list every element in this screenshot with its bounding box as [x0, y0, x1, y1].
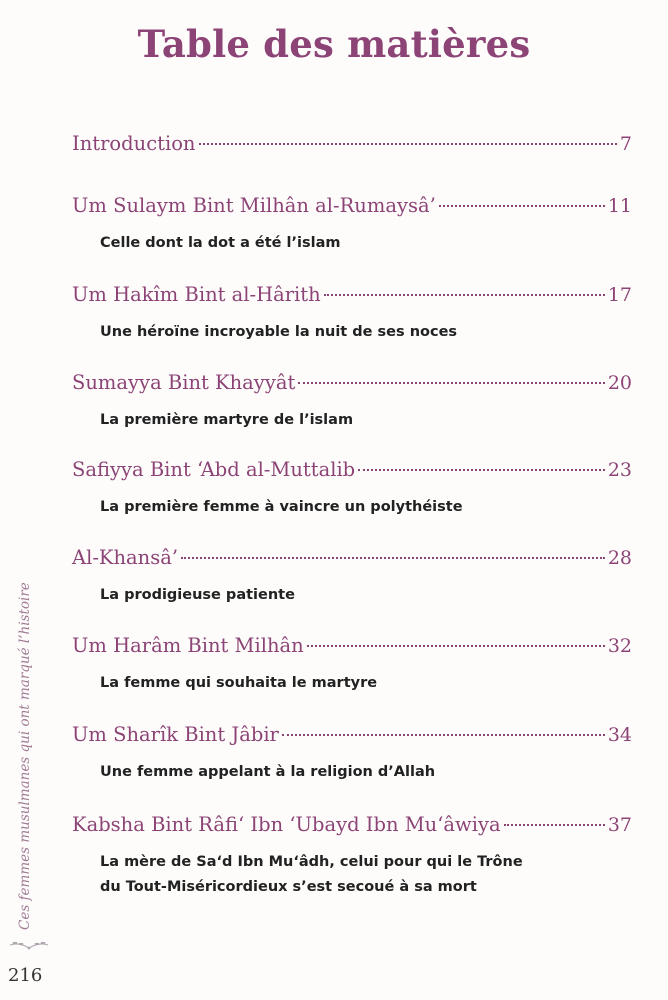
toc-page-number: 7 [619, 133, 632, 155]
toc-entry-subtitle: La première martyre de l’islam [100, 412, 354, 428]
running-head: Ces femmes musulmanes qui ont marqué l’histoire [17, 582, 33, 930]
toc-entry-subtitle: La première femme à vaincre un polythéiste [100, 499, 463, 515]
dot-leader [199, 143, 617, 145]
toc-entry-title[interactable]: Sumayya Bint Khayyât [72, 371, 296, 394]
page-title: Table des matières [137, 22, 531, 66]
toc-entry-row[interactable] [72, 458, 632, 481]
toc-entry-title[interactable]: Um Sulaym Bint Milhân al-Rumaysâ’ [72, 194, 436, 217]
toc-entry-title[interactable]: Al-Khansâ’ [72, 546, 179, 569]
toc-entry-subtitle-line: La mère de Sa‘d Ibn Mu‘âdh, celui pour qui le Trône [100, 854, 523, 870]
dot-leader [504, 824, 605, 826]
toc-entry-um-sulaym[interactable] [72, 194, 632, 256]
toc-entry-subtitle [100, 850, 632, 900]
toc-entry-al-khansa[interactable] [72, 546, 632, 608]
toc-entry-subtitle: Celle dont la dot a été l’islam [100, 235, 341, 251]
toc-entry-kabsha[interactable] [72, 813, 632, 900]
toc-entry-title[interactable]: Um Hakîm Bint al-Hârith [72, 283, 321, 306]
dot-leader [307, 645, 605, 647]
toc-entry-row[interactable] [72, 546, 632, 569]
toc-entry-subtitle: Une femme appelant à la religion d’Allah [100, 764, 436, 780]
dot-leader [298, 382, 605, 384]
toc-page-number: 23 [607, 459, 632, 481]
toc-page-number: 34 [607, 724, 632, 746]
toc-entry-subtitle-line: du Tout-Miséricordieux s’est secoué à sa mort [100, 879, 477, 895]
leaf-ornament-icon [8, 938, 50, 952]
toc-entry-subtitle: La femme qui souhaita le martyre [100, 675, 378, 691]
toc-entry-row[interactable] [72, 813, 632, 836]
toc-entry-um-haram[interactable] [72, 634, 632, 696]
toc-entry-row[interactable] [72, 283, 632, 306]
toc-entry-introduction[interactable] [72, 132, 632, 155]
toc-entry-title[interactable]: Um Sharîk Bint Jâbir [72, 723, 279, 746]
toc-entry-title[interactable]: Kabsha Bint Râfi‘ Ibn ‘Ubayd Ibn Mu‘âwiya [72, 813, 501, 836]
toc-page-number: 37 [607, 814, 632, 836]
toc-entry-sumayya[interactable] [72, 371, 632, 433]
toc-entry-row[interactable] [72, 371, 632, 394]
toc-entry-row[interactable] [72, 723, 632, 746]
toc-entry-row[interactable] [72, 634, 632, 657]
toc-page-number: 11 [607, 195, 632, 217]
dot-leader [282, 734, 605, 736]
dot-leader [358, 469, 605, 471]
toc-page-number: 20 [607, 372, 632, 394]
toc-entry-um-sharik[interactable] [72, 723, 632, 785]
toc-entry-row[interactable] [72, 132, 632, 155]
toc-entry-subtitle: Une héroïne incroyable la nuit de ses noces [100, 324, 458, 340]
page-number: 216 [8, 965, 43, 986]
toc-entry-title[interactable]: Safiyya Bint ‘Abd al-Muttalib [72, 458, 356, 481]
toc-entry-row[interactable] [72, 194, 632, 217]
toc-page-number: 17 [607, 284, 632, 306]
dot-leader [324, 294, 605, 296]
dot-leader [439, 205, 605, 207]
toc-page-number: 32 [607, 635, 632, 657]
toc-entry-safiyya[interactable] [72, 458, 632, 520]
dot-leader [181, 557, 605, 559]
toc-entry-subtitle: La prodigieuse patiente [100, 587, 295, 603]
toc-page-number: 28 [607, 547, 632, 569]
toc-entry-um-hakim[interactable] [72, 283, 632, 345]
toc-entry-title[interactable]: Um Harâm Bint Milhân [72, 634, 304, 657]
toc-entry-title[interactable]: Introduction [72, 132, 196, 155]
